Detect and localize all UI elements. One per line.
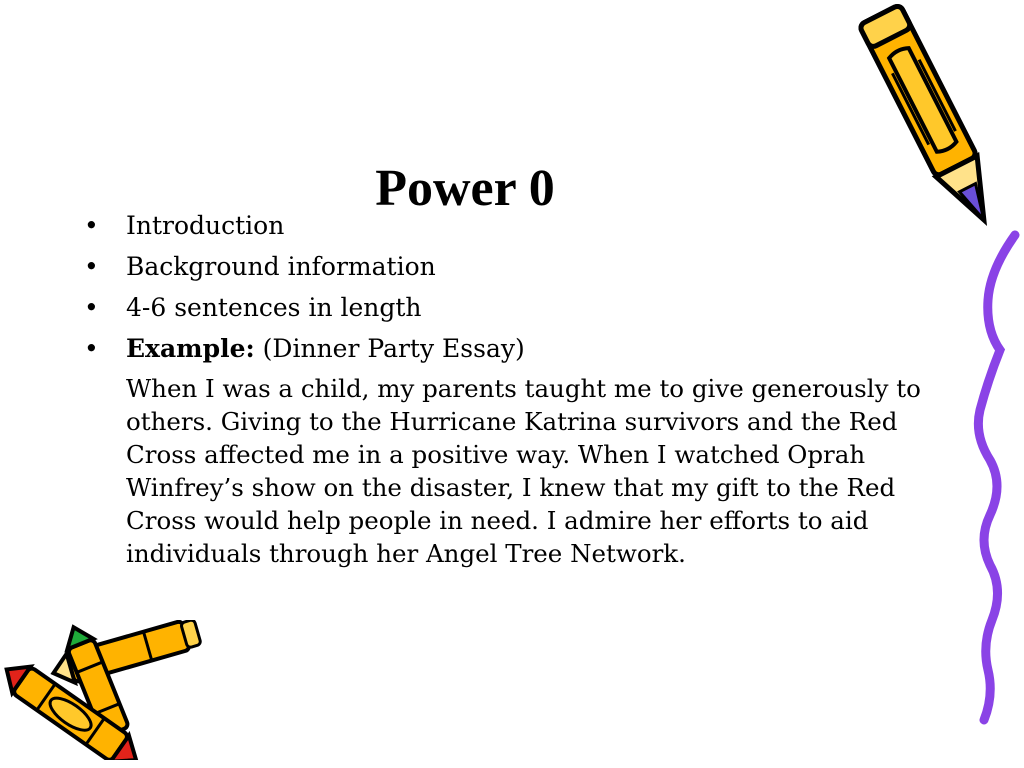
bullet-dot: • (84, 334, 99, 363)
example-label: Example: (126, 334, 255, 363)
bullet-text: Introduction (126, 211, 285, 240)
example-paragraph: When I was a child, my parents taught me to give generously to others. Giving to the Hurricane Katrina survivors and the Red Cross affected me in a positive way. When I watched Oprah Winfrey’s show on the disaster, I knew that my gift to the Red Cross would help people in need. I admire her efforts to aid individuals through her Angel Tree Network. (126, 374, 921, 568)
bullet-dot: • (84, 293, 99, 322)
slide-title: Power 0 (375, 159, 555, 217)
squiggle-line (960, 230, 1024, 730)
crayons-icon (0, 620, 210, 760)
bullet-list (84, 205, 944, 369)
list-item (84, 328, 944, 369)
list-item (84, 205, 944, 246)
list-item (84, 246, 944, 287)
bullet-dot: • (84, 211, 99, 240)
bullet-text: 4-6 sentences in length (126, 293, 422, 322)
bullet-text: (Dinner Party Essay) (254, 334, 525, 363)
bullet-dot: • (84, 252, 99, 281)
list-item (84, 287, 944, 328)
bullet-text: Background information (126, 252, 436, 281)
